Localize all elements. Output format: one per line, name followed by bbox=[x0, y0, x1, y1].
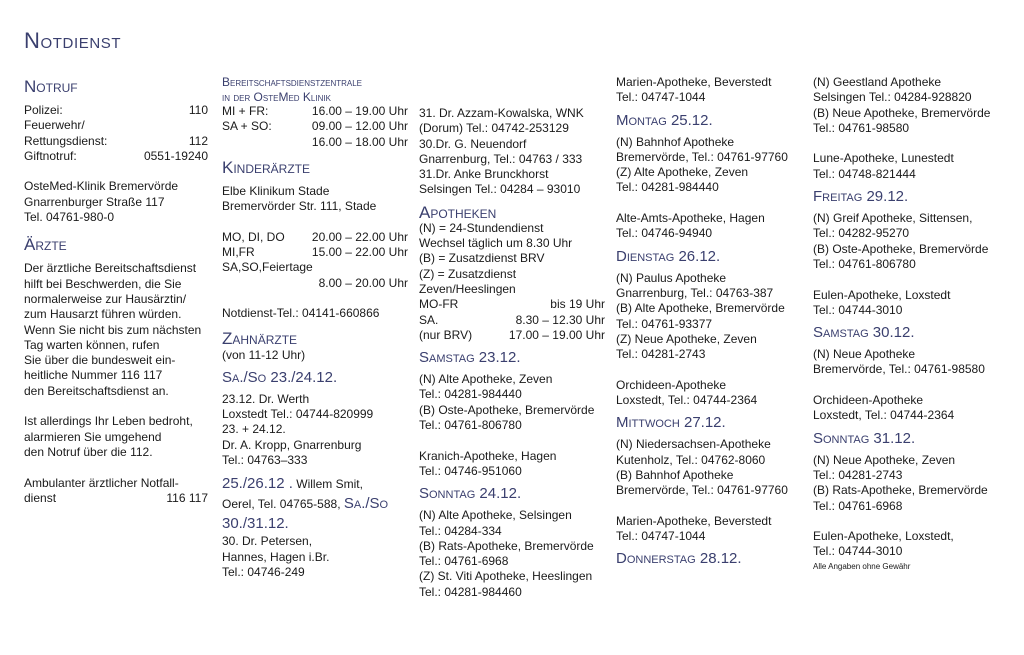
entry-line: (B) Oste-Apotheke, Bremervörde bbox=[419, 402, 595, 417]
entry-line: Kutenholz, Tel.: 04762-8060 bbox=[616, 452, 766, 467]
entry-line: (N) Paulus Apotheke bbox=[616, 270, 727, 285]
hours-day bbox=[222, 135, 300, 150]
address-line: OsteMed-Klinik Bremervörde bbox=[24, 179, 179, 194]
entry-line: Bremervörde, Tel.: 04761-98580 bbox=[813, 362, 985, 377]
text-line: hilft bei Beschwerden, die Sie bbox=[24, 276, 182, 291]
feuerwehr-label-line: Feuerwehr/ bbox=[24, 118, 85, 133]
entry-line: Tel.: 04761-806780 bbox=[813, 256, 916, 271]
polizei-label: Polizei: bbox=[24, 103, 63, 117]
entry-line: 30. Dr. Petersen, bbox=[222, 534, 313, 549]
day-heading: Sonntag 24.12. bbox=[419, 485, 522, 503]
entry-line: (Z) Alte Apotheke, Zeven bbox=[616, 165, 749, 180]
hours-day: (nur BRV) bbox=[419, 327, 473, 342]
ambulant-row bbox=[24, 491, 208, 506]
column-apotheken-3 bbox=[813, 75, 1003, 572]
entry-line: Tel.: 04282-95270 bbox=[813, 226, 910, 241]
day-heading: Samstag 23.12. bbox=[419, 349, 521, 367]
day-heading: Samstag 30.12. bbox=[813, 324, 915, 342]
day-heading: Donnerstag 28.12. bbox=[616, 550, 742, 568]
entry-line: Tel.: 04747-1044 bbox=[616, 90, 706, 105]
polizei-number: 110 bbox=[188, 103, 208, 117]
entry-line: (N) Alte Apotheke, Selsingen bbox=[419, 508, 572, 523]
hours-row bbox=[419, 328, 605, 343]
entry-line: 30.Dr. G. Neuendorf bbox=[419, 136, 527, 151]
entry-line: Tel.: 04281-2743 bbox=[616, 347, 706, 362]
hours-day: MO-FR bbox=[419, 297, 459, 312]
day-heading: Dienstag 26.12. bbox=[616, 247, 721, 265]
giftnotruf-number: 0551-19240 bbox=[143, 148, 208, 163]
text-line: alarmieren Sie umgehend bbox=[24, 429, 162, 444]
apotheken-heading: Apotheken bbox=[419, 202, 497, 222]
entry-line: Gnarrenburg, Tel.: 04763 / 333 bbox=[419, 151, 583, 166]
entry-line: Tel.: 04747-1044 bbox=[616, 529, 706, 544]
rettungsdienst-number: 112 bbox=[188, 133, 208, 148]
zahn-heading: Zahnärzte bbox=[222, 328, 298, 348]
entry-line: Tel.: 04744-3010 bbox=[813, 544, 903, 559]
hours-row bbox=[419, 313, 605, 328]
entry-line: (N) Greif Apotheke, Sittensen, bbox=[813, 211, 973, 226]
entry-line: Tel.: 04281-984460 bbox=[419, 584, 522, 599]
hours-day: MI,FR bbox=[222, 245, 255, 260]
hours-time: 16.00 – 18.00 Uhr bbox=[311, 134, 408, 149]
column-notruf-aerzte bbox=[24, 75, 208, 506]
ambulant-label-line: Ambulanter ärztlicher Notfall- bbox=[24, 475, 179, 490]
entry-line: (N) Geestland Apotheke bbox=[813, 75, 942, 89]
text-line: Der ärztliche Bereitschaftsdienst bbox=[24, 261, 197, 276]
hours-row bbox=[222, 135, 408, 150]
hours-time: 20.00 – 22.00 Uhr bbox=[311, 229, 408, 244]
day-heading: Mittwoch 27.12. bbox=[616, 414, 726, 432]
entry-line: Eulen-Apotheke, Loxstedt, bbox=[813, 529, 954, 544]
entry-line: (N) Bahnhof Apotheke bbox=[616, 134, 735, 149]
entry-line: Marien-Apotheke, Beverstedt bbox=[616, 75, 772, 89]
entry-line: 23.12. Dr. Werth bbox=[222, 391, 310, 406]
text-line: Wenn Sie nicht bis zum nächsten bbox=[24, 322, 202, 337]
entry-line: (B) Rats-Apotheke, Bremervörde bbox=[813, 483, 988, 498]
entry-line: Gnarrenburg, Tel.: 04763-387 bbox=[616, 285, 774, 300]
entry-line: (B) Neue Apotheke, Bremervörde bbox=[813, 105, 991, 120]
entry-line: Selsingen Tel.: 04284 – 93010 bbox=[419, 182, 581, 197]
column-apotheken bbox=[419, 75, 605, 600]
column-zentrale-kinder-zahn bbox=[222, 75, 408, 580]
text-line: Sie über die bundesweit ein- bbox=[24, 353, 176, 368]
zahn-date-heading: Sa./So bbox=[343, 495, 389, 513]
day-heading: Sonntag 31.12. bbox=[813, 429, 916, 447]
zahn-date-heading: 30./31.12. bbox=[222, 515, 289, 533]
hours-time: 15.00 – 22.00 Uhr bbox=[311, 245, 408, 260]
entry-text: Willem Smit, bbox=[296, 477, 363, 492]
entry-line: (B) Rats-Apotheke, Bremervörde bbox=[419, 538, 594, 553]
zahn-mixed-entry bbox=[222, 474, 408, 534]
disclaimer-note: Alle Angaben ohne Gewähr bbox=[813, 561, 911, 571]
day-heading: Montag 25.12. bbox=[616, 111, 713, 129]
entry-line: Kranich-Apotheke, Hagen bbox=[419, 448, 557, 463]
text-line: Ist allerdings Ihr Leben bedroht, bbox=[24, 414, 193, 429]
legend-line: Wechsel täglich um 8.30 Uhr bbox=[419, 236, 573, 251]
hours-time: 16.00 – 19.00 Uhr bbox=[311, 104, 408, 118]
entry-line: (B) Oste-Apotheke, Bremervörde bbox=[813, 241, 989, 256]
zahn-subheading: (von 11-12 Uhr) bbox=[222, 347, 306, 362]
entry-line: Loxstedt, Tel.: 04744-2364 bbox=[813, 408, 955, 423]
entry-line: Tel.: 04746-951060 bbox=[419, 463, 522, 478]
entry-line: (N) Neue Apotheke, Zeven bbox=[813, 452, 956, 467]
column-apotheken-2 bbox=[616, 75, 802, 573]
entry-line: Eulen-Apotheke, Loxstedt bbox=[813, 287, 951, 302]
entry-line: 23. + 24.12. bbox=[222, 422, 286, 437]
entry-line: Loxstedt, Tel.: 04744-2364 bbox=[616, 393, 758, 408]
hours-row bbox=[222, 276, 408, 291]
entry-line: Dr. A. Kropp, Gnarrenburg bbox=[222, 437, 362, 452]
entry-line: Tel.: 04281-984440 bbox=[419, 387, 522, 402]
entry-line: Orchideen-Apotheke bbox=[616, 377, 727, 392]
zentrale-heading bbox=[222, 75, 408, 104]
entry-line: (N) Alte Apotheke, Zeven bbox=[419, 372, 553, 387]
hours-time: 09.00 – 12.00 Uhr bbox=[311, 119, 408, 134]
aerzte-heading: Ärzte bbox=[24, 235, 67, 255]
hours-time: 17.00 – 19.00 Uhr bbox=[508, 327, 605, 342]
rettungsdienst-label: Rettungsdienst: bbox=[24, 133, 108, 148]
entry-line: Tel.: 04761-6968 bbox=[419, 554, 509, 569]
hours-row bbox=[222, 245, 408, 260]
day-heading: Freitag 29.12. bbox=[813, 188, 909, 206]
entry-text: Oerel, Tel. 04765-588, bbox=[222, 497, 341, 512]
entry-line: Tel.: 04746-249 bbox=[222, 564, 305, 579]
zahn-date-heading: 25./26.12 . bbox=[222, 475, 293, 493]
address-line: Tel. 04761-980-0 bbox=[24, 210, 115, 225]
entry-line: Lune-Apotheke, Lunestedt bbox=[813, 151, 954, 166]
entry-line: (N) Niedersachsen-Apotheke bbox=[616, 437, 771, 452]
hours-day-line: SA,SO,Feiertage bbox=[222, 260, 313, 275]
entry-line: (B) Bahnhof Apotheke bbox=[616, 467, 734, 482]
kinder-heading: Kinderärzte bbox=[222, 157, 311, 177]
entry-line: Selsingen Tel.: 04284-928820 bbox=[813, 90, 972, 105]
hours-row bbox=[222, 119, 408, 134]
entry-line: Marien-Apotheke, Beverstedt bbox=[616, 513, 772, 528]
entry-line: Hannes, Hagen i.Br. bbox=[222, 549, 330, 564]
klinik-address bbox=[24, 179, 208, 225]
entry-line: Tel.: 04761-6968 bbox=[813, 498, 903, 513]
entry-line: (Z) St. Viti Apotheke, Heeslingen bbox=[419, 569, 593, 584]
hours-day: SA + SO: bbox=[222, 119, 272, 134]
hours-day: MI + FR: bbox=[222, 104, 269, 118]
ambulant-number: 116 117 bbox=[166, 490, 208, 505]
kinder-notdienst-tel: Notdienst-Tel.: 04141-660866 bbox=[222, 306, 380, 321]
notruf-heading: Notruf bbox=[24, 77, 78, 96]
entry-line: Tel.: 04281-2743 bbox=[813, 467, 903, 482]
entry-line: Alte-Amts-Apotheke, Hagen bbox=[616, 211, 765, 226]
hours-time: bis 19 Uhr bbox=[550, 297, 605, 312]
entry-line: Bremervörde, Tel.: 04761-97760 bbox=[616, 483, 788, 498]
giftnotruf-label: Giftnotruf: bbox=[24, 148, 77, 163]
text-line: Tag warten können, rufen bbox=[24, 337, 160, 352]
ambulant-label: dienst bbox=[24, 490, 57, 505]
entry-line: Tel.: 04748-821444 bbox=[813, 166, 916, 181]
text-line: den Bereitschaftsdienst an. bbox=[24, 383, 169, 398]
legend-line: Zeven/Heeslingen bbox=[419, 281, 516, 296]
rettungsdienst-row bbox=[24, 134, 208, 149]
entry-line: Orchideen-Apotheke bbox=[813, 393, 924, 408]
entry-line: Bremervörde, Tel.: 04761-97760 bbox=[616, 149, 788, 164]
hours-time: 8.30 – 12.30 Uhr bbox=[515, 312, 605, 327]
hours-row bbox=[419, 297, 605, 312]
address-line: Bremervörder Str. 111, Stade bbox=[222, 199, 377, 214]
entry-line: Tel.: 04744-3010 bbox=[813, 302, 903, 317]
aerzte-paragraph bbox=[24, 261, 208, 399]
legend-line: (N) = 24-Stundendienst bbox=[419, 220, 544, 235]
entry-line: Tel.: 04746-94940 bbox=[616, 226, 713, 241]
hours-day: SA. bbox=[419, 312, 439, 327]
entry-line: (Z) Neue Apotheke, Zeven bbox=[616, 331, 757, 346]
text-line: heitliche Nummer 116 117 bbox=[24, 368, 163, 383]
address-line: Gnarrenburger Straße 117 bbox=[24, 194, 165, 209]
entry-line: Tel.: 04761-806780 bbox=[419, 418, 522, 433]
entry-line: Tel.: 04281-984440 bbox=[616, 180, 719, 195]
giftnotruf-row bbox=[24, 149, 208, 164]
text-line: den Notruf über die 112. bbox=[24, 444, 153, 459]
zentrale-heading-line: in der OsteMed Klinik bbox=[222, 89, 331, 104]
address-line: Elbe Klinikum Stade bbox=[222, 183, 330, 198]
hours-day: MO, DI, DO bbox=[222, 229, 285, 244]
zentrale-heading-line: Bereitschaftsdienstzentrale bbox=[222, 75, 363, 89]
entry-line: Loxstedt Tel.: 04744-820999 bbox=[222, 407, 374, 422]
entry-line: Tel.: 04284-334 bbox=[419, 523, 502, 538]
entry-line: (Dorum) Tel.: 04742-253129 bbox=[419, 121, 569, 136]
hours-time: 8.00 – 20.00 Uhr bbox=[318, 275, 408, 290]
text-line: normalerweise zur Hausärztin/ bbox=[24, 291, 187, 306]
entry-line: Tel.: 04761-93377 bbox=[616, 316, 713, 331]
page-title: Notdienst bbox=[24, 28, 122, 53]
hours-row bbox=[222, 230, 408, 245]
legend-line: (Z) = Zusatzdienst bbox=[419, 266, 517, 281]
entry-line: 31.Dr. Anke Brunckhorst bbox=[419, 167, 549, 182]
entry-line: Tel.: 04761-98580 bbox=[813, 120, 910, 135]
text-line: zum Hausarzt führen würden. bbox=[24, 307, 182, 322]
hours-row bbox=[222, 104, 408, 119]
entry-line: 31. Dr. Azzam-Kowalska, WNK bbox=[419, 106, 584, 120]
zahn-date-heading: Sa./So 23./24.12. bbox=[222, 368, 338, 386]
entry-line: (N) Neue Apotheke bbox=[813, 347, 916, 362]
polizei-row bbox=[24, 103, 208, 118]
leben-paragraph bbox=[24, 414, 208, 460]
hours-day bbox=[222, 276, 300, 291]
legend-line: (B) = Zusatzdienst BRV bbox=[419, 251, 545, 266]
entry-line: Tel.: 04763–333 bbox=[222, 453, 308, 468]
entry-line: (B) Alte Apotheke, Bremervörde bbox=[616, 301, 785, 316]
